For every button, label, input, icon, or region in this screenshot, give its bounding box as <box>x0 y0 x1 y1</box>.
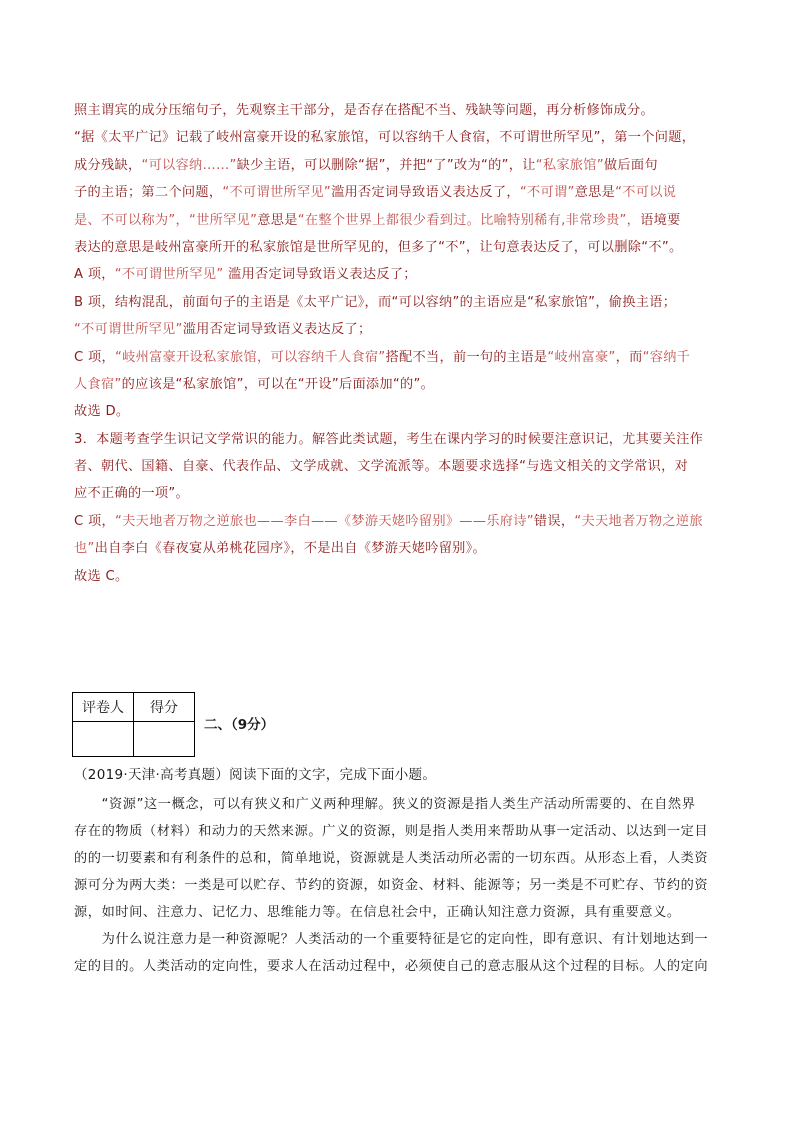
answer-segment: C 项， <box>74 513 115 529</box>
answer-line <box>74 179 722 206</box>
answer-segment: 也” <box>74 541 95 557</box>
answer-segment: 意思是 <box>257 212 298 228</box>
answer-line <box>74 289 722 316</box>
answer-line <box>74 124 722 151</box>
answer-segment: 语境要 <box>640 212 681 228</box>
answer-segment: 者、朝代、国籍、自豪、代表作品、文学成就、文学流派等。本题要求选择“与选文相关的文学常识，对 <box>74 459 689 475</box>
answer-line <box>74 563 722 590</box>
answer-segment: 的应该是“私家旅馆”，可以在“开设”后面添加“的”。 <box>121 376 435 392</box>
answer-segment: “私家旅馆” <box>535 157 604 173</box>
answer-segment: “岐州富豪开设私家旅馆，可以容纳千人食宿” <box>114 349 386 365</box>
answer-segment: C 项， <box>74 349 115 365</box>
answer-segment: 成分残缺， <box>74 157 142 173</box>
answer-line <box>74 344 722 371</box>
answer-segment: “不可谓世所罕见” <box>222 185 332 201</box>
answer-segment: 故选 C。 <box>74 568 129 584</box>
answer-segment: 3．本题考查学生识记文学常识的能力。解答此类试题，考生在课内学习的时候要注意识记，尤其要关注作 <box>74 431 704 447</box>
answer-line <box>74 207 722 234</box>
answer-line <box>74 398 722 425</box>
reading-passage <box>74 791 724 980</box>
answer-segment: “岐州富豪” <box>547 349 616 365</box>
answer-line <box>74 480 722 507</box>
passage-line: 源可分为两大类：一类是可以贮存、节约的资源，如资金、材料、能源等；另一类是不可贮存、节约的资 <box>74 878 709 893</box>
answer-segment: 应不正确的一项”。 <box>74 486 190 502</box>
answer-line <box>74 261 722 288</box>
answer-explanation <box>74 97 722 590</box>
passage-line: 的的一切要素和有利条件的总和，简单地说，资源就是人类活动所必需的一切东西。从形态上看，人类资 <box>74 851 709 866</box>
answer-segment: 滥用否定词导致语义表达反了， <box>331 185 520 201</box>
answer-segment: “夫天地者万物之逆旅也——李白——《梦游天姥吟留别》——乐府诗” <box>114 513 534 529</box>
answer-segment: 是、不可以称为”， <box>74 212 190 228</box>
answer-segment: 做后面句 <box>603 157 658 173</box>
section-title: 二、（9分） <box>204 717 275 733</box>
answer-segment: A 项， <box>74 267 115 283</box>
score-cell <box>134 722 195 757</box>
answer-segment: “不可以说 <box>615 185 677 201</box>
answer-segment: “不可谓世所罕见” <box>114 267 224 283</box>
answer-segment: B 项，结构混乱，前面句子的主语是《太平广记》，而“可以容纳”的主语应是“私家旅馆”，偷换主语； <box>74 294 677 310</box>
answer-segment: 意思是 <box>574 185 616 201</box>
passage-line: “资源”这一概念，可以有狭义和广义两种理解。狭义的资源是指人类生产活动所需要的、在自然界 <box>74 797 696 812</box>
answer-line <box>74 453 722 480</box>
answer-line <box>74 508 722 535</box>
answer-segment: 表达的意思是岐州富豪所开的私家旅馆是世所罕见的，但多了“不”，让句意表达反了，可以删除“不”。 <box>74 239 683 255</box>
answer-line <box>74 152 722 179</box>
answer-segment: “不可谓世所罕见” <box>74 322 183 338</box>
answer-line <box>74 371 722 398</box>
passage-line: 为什么说注意力是一种资源呢？人类活动的一个重要特征是它的定向性，即有意识、有计划地达到一 <box>74 932 709 947</box>
answer-segment: 故选 D。 <box>74 404 130 420</box>
answer-segment: “容纳千 <box>642 349 691 365</box>
answer-segment: 滥用否定词导致语义表达反了； <box>223 267 417 283</box>
answer-segment: “不可谓” <box>519 185 575 201</box>
score-table <box>72 692 195 757</box>
answer-segment: “世所罕见” <box>189 212 258 228</box>
grader-header: 评卷人 <box>73 693 134 722</box>
answer-segment: 搭配不当，前一句的主语是 <box>385 349 548 365</box>
passage-line: 源，如时间、注意力、记忆力、思维能力等。在信息社会中，正确认知注意力资源，具有重要意义。 <box>74 905 681 920</box>
answer-segment: 缺少主语，可以删除“据”，并把“了”改为“的”，让 <box>236 157 536 173</box>
answer-segment: 滥用否定词导致语义表达反了； <box>182 322 372 338</box>
score-header: 得分 <box>134 693 195 722</box>
answer-segment: “可以容纳……” <box>141 157 237 173</box>
answer-segment: 错误， <box>533 513 575 529</box>
answer-segment: 子的主语；第二个问题， <box>74 185 223 201</box>
answer-line <box>74 426 722 453</box>
answer-segment: ，而 <box>615 349 643 365</box>
answer-segment: 出自李白《春夜宴从弟桃花园序》，不是出自《梦游天姥吟留别》。 <box>94 541 487 557</box>
answer-segment: “据《太平广记》记载了岐州富豪开设的私家旅馆，可以容纳千人食宿，不可谓世所罕见”，第一个问题， <box>74 130 696 146</box>
answer-line <box>74 234 722 261</box>
answer-line <box>74 316 722 343</box>
answer-segment: 照主谓宾的成分压缩句子，先观察主干部分，是否存在搭配不当、残缺等问题，再分析修饰成分。 <box>74 103 654 118</box>
passage-line: 定的目的。人类活动的定向性，要求人在活动过程中，必须使自己的意志服从这个过程的目标。人的定向 <box>74 959 709 974</box>
answer-line <box>74 535 722 562</box>
answer-line <box>74 97 722 124</box>
passage-line: 存在的物质（材料）和动力的天然来源。广义的资源，则是指人类用来帮助从事一定活动、以达到一定目 <box>74 824 709 839</box>
grader-cell <box>73 722 134 757</box>
answer-segment: “夫天地者万物之逆旅 <box>574 513 703 529</box>
answer-segment: 人食宿” <box>74 376 122 392</box>
answer-segment: “在整个世界上都很少看到过。比喻特别稀有,非常珍贵”， <box>297 212 641 228</box>
question-intro: （2019·天津·高考真题）阅读下面的文字，完成下面小题。 <box>74 767 437 783</box>
